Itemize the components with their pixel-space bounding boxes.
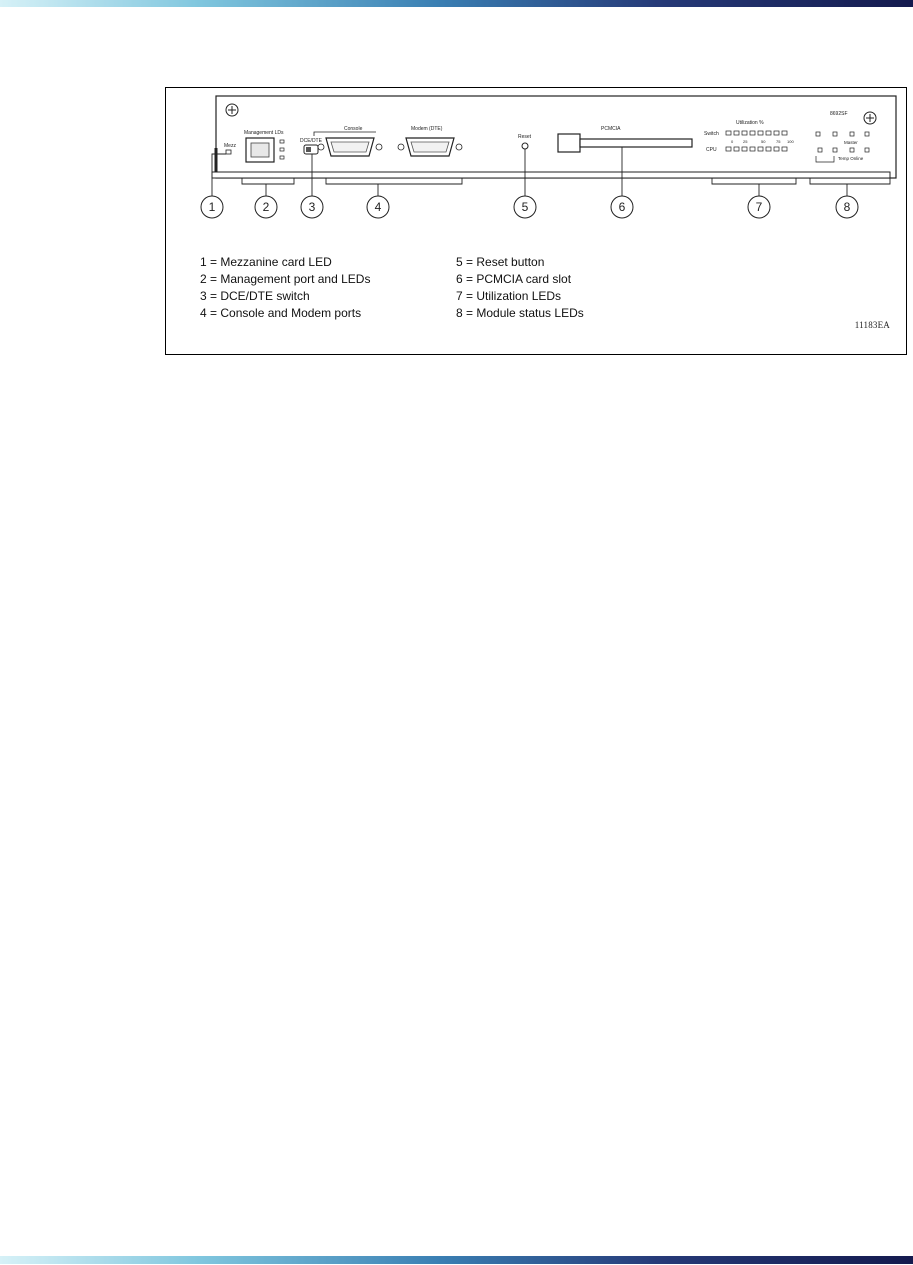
callout-4 <box>367 196 389 218</box>
callout-6-number: 6 <box>618 200 626 214</box>
callout-7 <box>748 196 770 218</box>
legend-item-2: 2 = Management port and LEDs <box>200 272 371 286</box>
legend-right-column <box>456 254 584 322</box>
legend-item-5: 5 = Reset button <box>456 255 545 269</box>
scale-100-label: 100 <box>787 139 794 144</box>
module-model-label: 8692SF <box>830 111 848 117</box>
figure-id: 11183EA <box>854 320 890 330</box>
reset-label: Reset <box>518 134 532 140</box>
callout-1 <box>201 196 223 218</box>
callout-2 <box>255 196 277 218</box>
callout-3 <box>301 196 323 218</box>
callout-5 <box>514 196 536 218</box>
mezz-label: Mezz <box>224 143 236 149</box>
scale-50-label: 50 <box>761 139 766 144</box>
callout-2-number: 2 <box>262 200 270 214</box>
cpu-label: CPU <box>706 147 717 153</box>
legend-item-8: 8 = Module status LEDs <box>456 306 584 320</box>
callout-8 <box>836 196 858 218</box>
pcmcia-slot <box>580 139 692 147</box>
legend-item-3: 3 = DCE/DTE switch <box>200 289 310 303</box>
dce-dte-label: DCE/DTE <box>300 138 322 144</box>
left-screw-icon <box>226 104 238 116</box>
callout-5-number: 5 <box>521 200 529 214</box>
legend-item-4: 4 = Console and Modem ports <box>200 306 362 320</box>
switch-label: Switch <box>704 131 719 137</box>
master-label: Master <box>844 140 858 145</box>
legend-item-7: 7 = Utilization LEDs <box>456 289 562 303</box>
modem-label: Modem (DTE) <box>411 126 443 132</box>
callout-6 <box>611 196 633 218</box>
reset-button <box>522 143 528 149</box>
bottom-gradient-band <box>0 1256 913 1264</box>
callout-1-number: 1 <box>208 200 216 214</box>
legend-left-column <box>200 254 370 322</box>
pcmcia-eject-button <box>558 134 580 152</box>
module-front-panel-figure <box>165 87 907 355</box>
top-gradient-band <box>0 0 913 7</box>
pcmcia-label: PCMCIA <box>601 126 621 132</box>
management-led-3 <box>280 156 284 159</box>
utilization-label: Utilization % <box>736 120 764 126</box>
callout-4-number: 4 <box>374 200 382 214</box>
temp-online-label: Temp Online <box>838 156 864 161</box>
management-led-2 <box>280 148 284 151</box>
legend-item-6: 6 = PCMCIA card slot <box>456 272 572 286</box>
console-label: Console <box>344 126 363 132</box>
callout-7-number: 7 <box>755 200 763 214</box>
mezz-led <box>226 150 231 154</box>
scale-0-label: 0 <box>731 139 734 144</box>
management-led-1 <box>280 140 284 143</box>
scale-75-label: 75 <box>776 139 781 144</box>
management-lds-label: Management LDs <box>244 130 284 136</box>
panel-bottom-rail <box>212 172 890 178</box>
callout-8-number: 8 <box>843 200 851 214</box>
callout-3-number: 3 <box>308 200 316 214</box>
right-screw-icon <box>864 112 876 124</box>
scale-25-label: 25 <box>743 139 748 144</box>
panel-outline <box>216 96 896 178</box>
legend-item-1: 1 = Mezzanine card LED <box>200 255 332 269</box>
